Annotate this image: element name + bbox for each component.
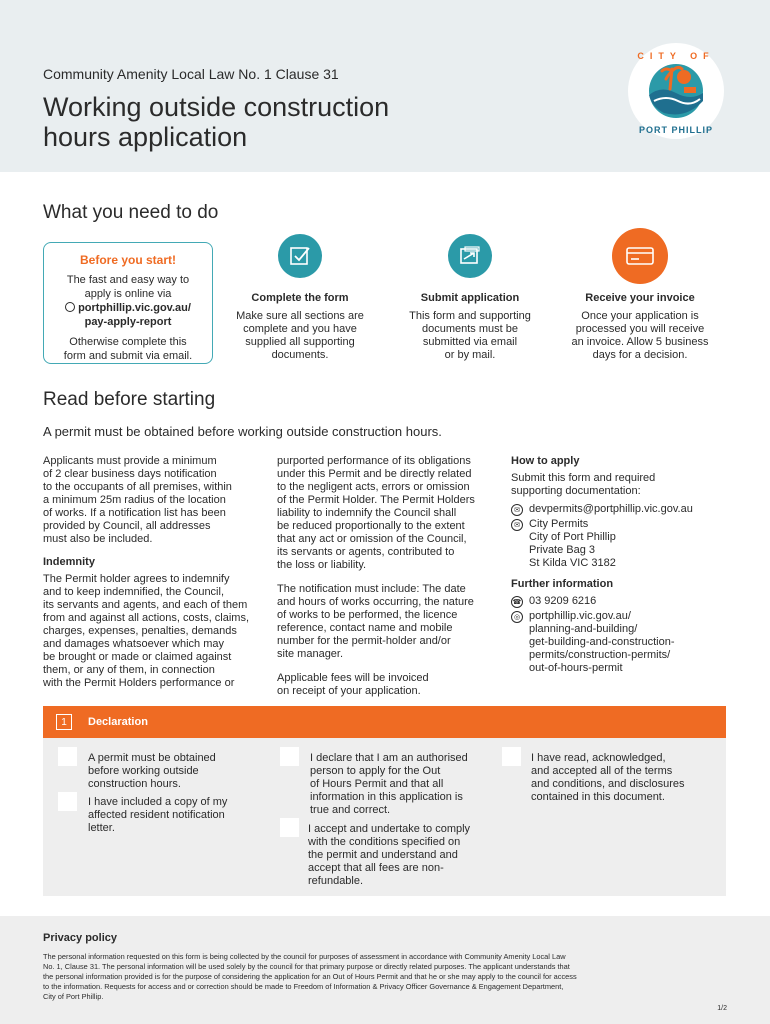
text-line: charges, expenses, penalties, demands [43,625,237,637]
text-line: of Hours Permit and that all [310,778,444,790]
text-line: the loss or liability. [277,559,367,571]
text-line: its servants and agents, and each of them [43,599,248,611]
text-line: and conditions, and disclosures [531,778,685,790]
text-line: that any act or omission of the Council, [277,533,467,545]
phone-number[interactable]: 03 9209 6216 [529,595,597,607]
postal-contact [511,518,726,570]
text-line: provided by Council, all addresses [43,520,211,532]
text-line: I accept and undertake to comply [308,823,471,835]
text-line: affected resident notification [88,809,225,821]
text-line: Submit this form and required [511,472,656,484]
text-line: under this Permit and be directly related [277,468,472,480]
before-line: The fast and easy way to [66,274,190,286]
text-line: must also be included. [43,533,153,545]
invoice-card-icon [612,228,668,284]
text-line: them, or any of them, in connection [43,664,215,676]
before-line: Otherwise complete this [69,336,187,348]
text-line: liability to indemnify the Council shall [277,507,457,519]
text-line: I declare that I am an authorised [310,752,468,764]
section-heading-read-before: Read before starting [43,389,216,410]
page-title: Working outside construction hours application [43,92,390,152]
web-contact[interactable] [511,610,726,675]
section-heading-what-you-need: What you need to do [43,202,219,223]
text-line: on receipt of your application. [277,685,421,697]
further-info-heading: Further information [511,578,614,590]
before-title: Before you start! [79,253,177,267]
text-line: of the Permit Holder. The Permit Holders [277,494,475,506]
text-line: person to apply for the Out [310,765,441,777]
step-desc: an invoice. Allow 5 business [571,336,709,348]
declaration-body [43,738,726,896]
city-of-port-phillip-logo [626,41,726,141]
text-line: The Permit holder agrees to indemnify [43,573,230,585]
address-line: Private Bag 3 [529,544,596,556]
before-line: apply is online via [84,288,172,300]
column-how-to-apply [511,455,726,675]
before-you-start-box [43,242,213,364]
declaration-item [310,752,490,817]
text-line: construction hours. [88,778,181,790]
step-desc: submitted via email [422,336,518,348]
step-desc: Once your application is [581,310,699,322]
text-line: from and against all actions, costs, claims, [43,612,250,624]
url-line[interactable]: out-of-hours-permit [529,662,623,674]
text-line: number for the permit-holder and/or [277,635,451,647]
text-line: supporting documentation: [511,485,641,497]
globe-icon [65,302,75,312]
svg-text:PORT PHILLIP: PORT PHILLIP [638,125,714,135]
text-line: contained in this document. [531,791,665,803]
lead-statement: A permit must be obtained before working outside construction hours. [43,424,442,439]
step-desc: documents. [271,349,329,361]
step-desc: days for a decision. [592,349,688,361]
text-line: purported performance of its obligations [277,455,471,467]
address-line: City Permits [529,518,589,530]
text-line: The notification must include: The date [277,583,466,595]
declaration-item [88,796,258,835]
text-line: of works to be performed, the licence [277,609,458,621]
declaration-checkbox[interactable] [280,818,299,837]
text-line: to the information. Requests for access and or correction should be made to Freedom of Information & Privacy Officer Governance & Engagement Department, [43,982,564,991]
step-desc: complete and you have [243,323,357,335]
globe-icon: ◎ [511,611,523,623]
step-desc: documents must be [422,323,518,335]
declaration-checkbox[interactable] [280,747,299,766]
step-submit-application [395,234,545,362]
declaration-label: Declaration [88,716,148,728]
phone-icon: ☎ [511,596,523,608]
text-line: the permit and understand and [308,849,458,861]
text-line: letter. [88,822,115,834]
column-obligations [277,455,497,698]
text-line: and to keep indemnified, the Council, [43,586,225,598]
text-line: I have read, acknowledged, [531,752,666,764]
step-desc: This form and supporting [409,310,531,322]
text-line: the personal information provided is for the purpose of considering the application for an Out of Hours Permit and that he or she may apply to the council for access [43,972,577,981]
text-line: information in this application is [310,791,463,803]
step-complete-form [225,234,375,362]
declaration-checkbox[interactable] [58,747,77,766]
url-line[interactable]: portphillip.vic.gov.au/ [529,610,631,622]
text-line: accept that all fees are non- [308,862,444,874]
svg-text:CITY OF: CITY OF [637,51,715,61]
text-line: reference, contact name and mobile [277,622,453,634]
declaration-checkbox[interactable] [58,792,77,811]
privacy-heading: Privacy policy [43,932,117,944]
step-desc: processed you will receive [575,323,705,335]
mail-icon: ✉ [511,519,523,531]
text-line: Applicants must provide a minimum [43,455,217,467]
text-line: No. 1, Clause 31. The personal information will be used solely by the council for that primary purpose or directly related purposes. The applicant understands that [43,962,570,971]
text-line: of 2 clear business days notification [43,468,217,480]
column-notification [43,455,263,690]
phone-contact[interactable] [511,595,726,608]
text-line: and accepted all of the terms [531,765,673,777]
text-line: The personal information requested on this form is being collected by the council for purposes of assessment in accordance with Community Amenity Local Law [43,952,566,961]
step-desc: or by mail. [444,349,496,361]
declaration-header [43,706,726,738]
privacy-footer [0,916,770,1024]
header-subtitle: Community Amenity Local Law No. 1 Clause 31 [43,66,339,82]
text-line: City of Port Phillip. [43,992,104,1001]
privacy-text [43,952,713,1002]
declaration-item [308,823,498,888]
before-line: form and submit via email. [63,350,193,362]
url-line[interactable]: permits/construction-permits/ [529,649,671,661]
text-line: refundable. [308,875,364,887]
page-number: 1/2 [717,1005,727,1012]
text-line: a minimum 25m radius of the location [43,494,226,506]
text-line: true and correct. [310,804,391,816]
text-line: with the Permit Holders performance or [43,677,235,689]
text-line: be brought or made or claimed against [43,651,232,663]
step-desc: supplied all supporting [245,336,355,348]
text-line: be reduced proportionally to the extent [277,520,465,532]
text-line: with the conditions specified on [308,836,461,848]
address-line: St Kilda VIC 3182 [529,557,616,569]
url-line[interactable]: get-building-and-construction- [529,636,675,648]
declaration-item [531,752,711,804]
submit-document-icon [448,234,492,278]
step-receive-invoice [565,234,715,362]
text-line: site manager. [277,648,344,660]
how-to-apply-heading: How to apply [511,455,580,467]
declaration-item [88,752,248,791]
step-desc: Make sure all sections are [236,310,364,322]
text-line: and hours of works occurring, the nature [277,596,474,608]
email-link[interactable]: devpermits@portphillip.vic.gov.au [529,503,693,515]
text-line: to the negligent acts, errors or omission [277,481,470,493]
section-number: 1 [56,714,72,730]
text-line: I have included a copy of my [88,796,228,808]
text-line: of works. If a notification list has been [43,507,226,519]
step-title: Submit application [420,292,520,304]
declaration-checkbox[interactable] [502,747,521,766]
text-line: before working outside [88,765,199,777]
indemnity-heading: Indemnity [43,556,95,568]
page-header [0,0,770,172]
step-title: Complete the form [251,292,349,304]
text-line: A permit must be obtained [88,752,216,764]
email-icon: ✉ [511,504,523,516]
checkbox-icon [278,234,322,278]
address-line: City of Port Phillip [529,531,616,543]
text-line: to the occupants of all premises, within [43,481,232,493]
before-link-cont[interactable]: pay-apply-report [84,316,172,328]
text-line: and damages whatsoever which may [43,638,224,650]
before-link[interactable]: portphillip.vic.gov.au/ [44,301,212,315]
step-title: Receive your invoice [585,292,695,304]
text-line: its servants or agents, contributed to [277,546,455,558]
text-line: Applicable fees will be invoiced [277,672,429,684]
url-line[interactable]: planning-and-building/ [529,623,638,635]
email-contact[interactable] [511,503,726,516]
